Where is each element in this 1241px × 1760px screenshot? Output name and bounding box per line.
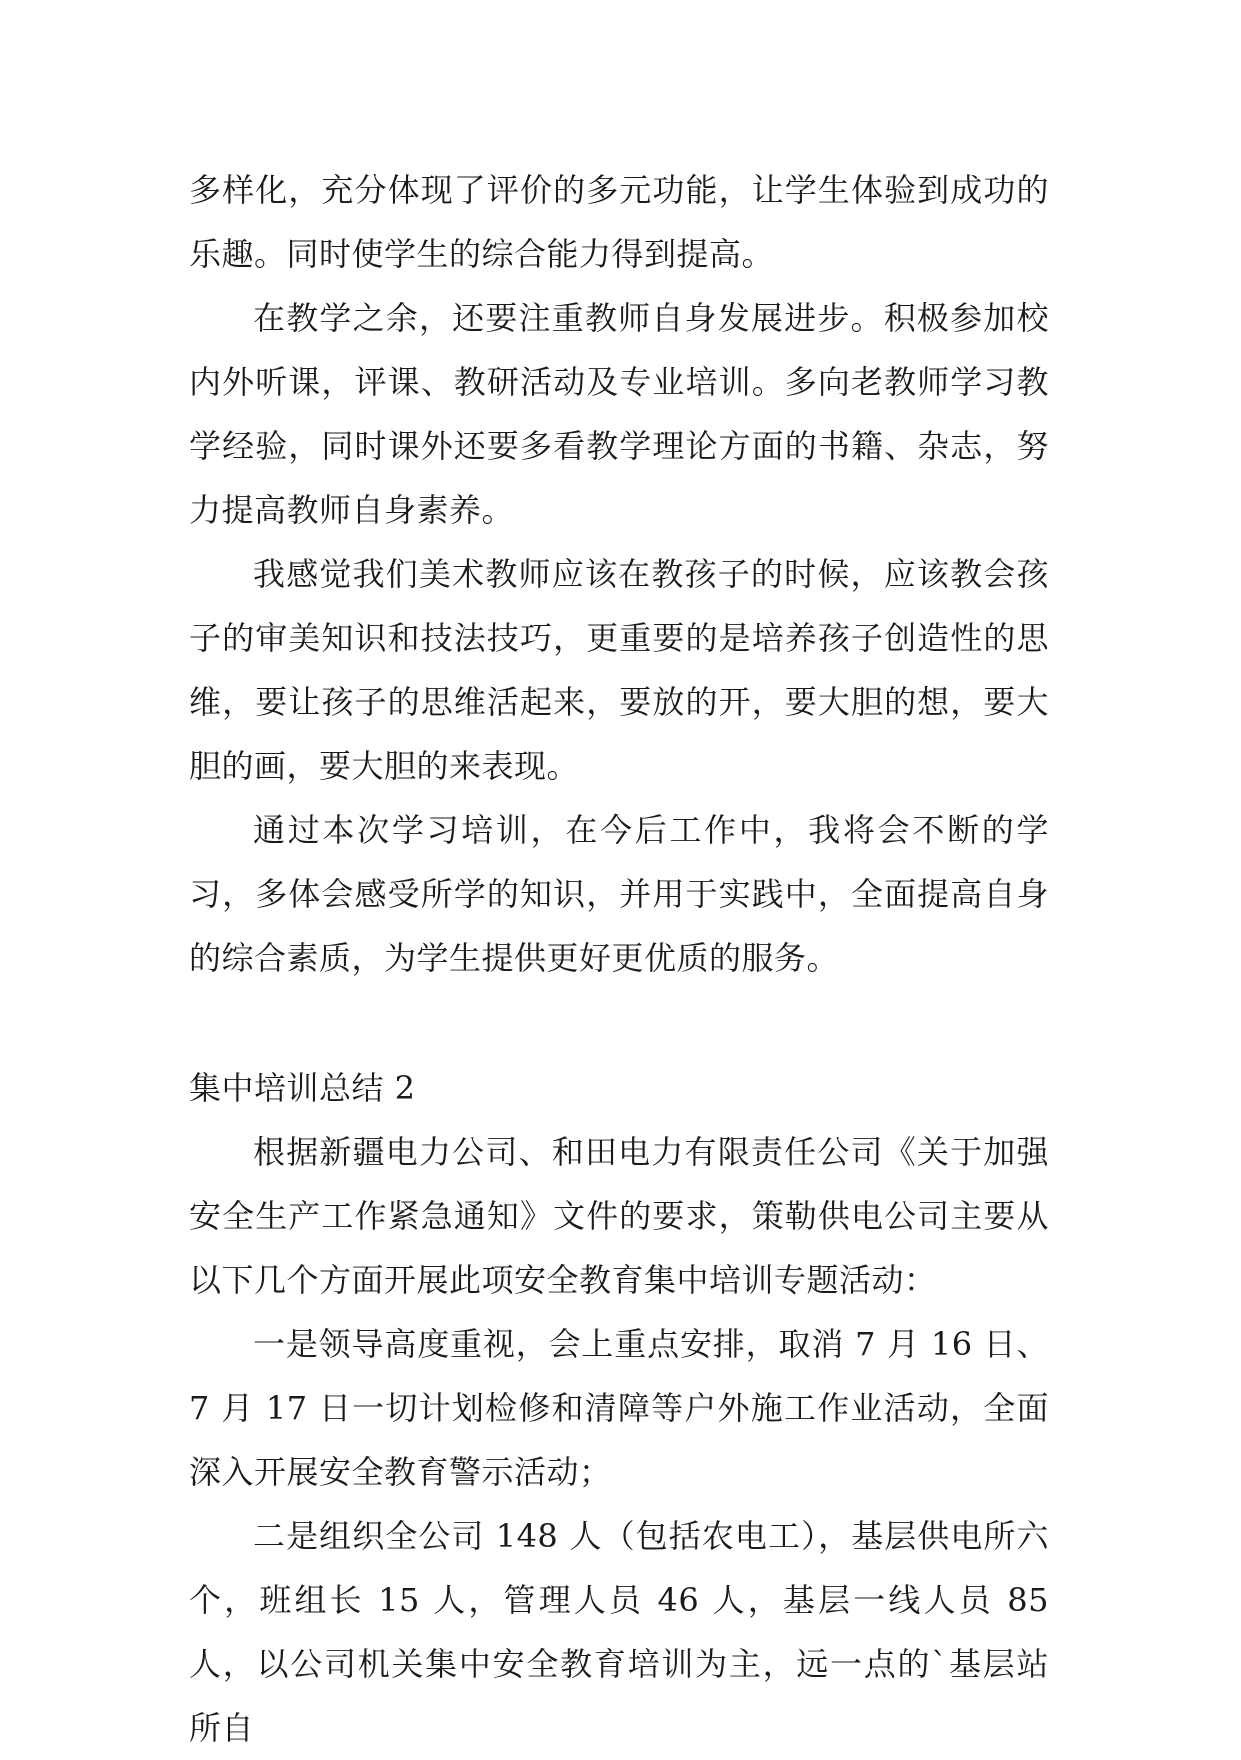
document-body (189, 158, 1049, 1760)
paragraph-safety-notice: 根据新疆电力公司、和田电力有限责任公司《关于加强安全生产工作紧急通知》文件的要求，策勒供电公司主要从以下几个方面开展此项安全教育集中培训专题活动： (189, 1133, 1049, 1299)
paragraph-continuation: 多样化，充分体现了评价的多元功能，让学生体验到成功的乐趣。同时使学生的综合能力得到提高。 (189, 171, 1049, 273)
paragraph-training-conclusion: 通过本次学习培训，在今后工作中，我将会不断的学习，多体会感受所学的知识，并用于实践中，全面提高自身的综合素质，为学生提供更好更优质的服务。 (189, 811, 1049, 977)
paragraph-point-two: 二是组织全公司 148 人（包括农电工），基层供电所六个，班组长 15 人，管理人员 46 人，基层一线人员 85 人，以公司机关集中安全教育培训为主，远一点的`基层站所自 (189, 1517, 1049, 1747)
paragraph-art-teaching: 我感觉我们美术教师应该在教孩子的时候，应该教会孩子的审美知识和技法技巧，更重要的是培养孩子创造性的思维，要让孩子的思维活起来，要放的开，要大胆的想，要大胆的画，要大胆的来表现。 (189, 555, 1049, 785)
paragraph-point-one: 一是领导高度重视，会上重点安排，取消 7 月 16 日、7 月 17 日一切计划检修和清障等户外施工作业活动，全面深入开展安全教育警示活动； (189, 1325, 1049, 1491)
paragraph-teacher-development: 在教学之余，还要注重教师自身发展进步。积极参加校内外听课，评课、教研活动及专业培训。多向老教师学习教学经验，同时课外还要多看教学理论方面的书籍、杂志，努力提高教师自身素养。 (189, 299, 1049, 529)
section-title: 集中培训总结 2 (189, 1069, 416, 1107)
